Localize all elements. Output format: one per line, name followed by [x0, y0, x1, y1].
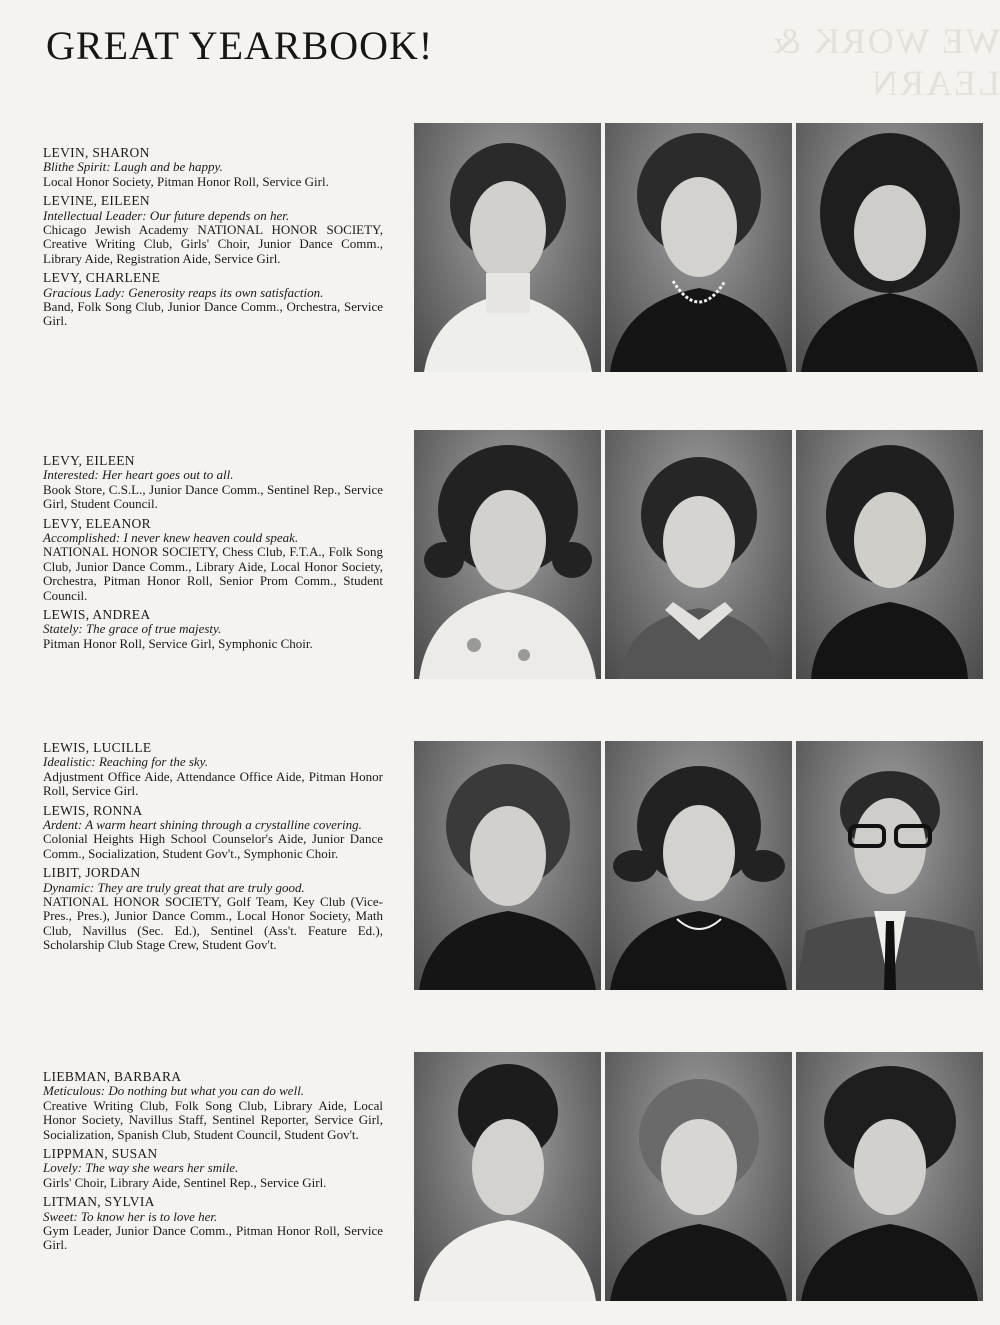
- student-motto: Stately: The grace of true majesty.: [43, 621, 222, 637]
- student-activities: Pitman Honor Roll, Service Girl, Symphonic Choir.: [43, 635, 313, 651]
- bio-column: [43, 454, 383, 656]
- portrait-photo: [605, 123, 792, 372]
- student-activities: Chicago Jewish Academy NATIONAL HONOR SOCIETY, Creative Writing Club, Girls' Choir, Junior Dance Comm., Library Aide, Registration Aide, Service Girl.: [43, 222, 383, 266]
- student-name: LEVINE, EILEEN: [43, 193, 150, 209]
- student-name: LIEBMAN, BARBARA: [43, 1069, 182, 1084]
- student-name: LEWIS, LUCILLE: [43, 740, 152, 755]
- student-activities: Creative Writing Club, Folk Song Club, Library Aide, Local Honor Society, Navillus Staff, Sentinel Reporter, Service Girl, Socialization, Spanish Club, Student Council, Student Gov't.: [43, 1097, 383, 1142]
- student-motto: Dynamic: They are truly great that are truly good.: [43, 879, 305, 895]
- portrait-photo: [605, 1052, 792, 1301]
- portrait-photo: [796, 123, 983, 372]
- student-bio: [43, 1070, 383, 1142]
- student-motto: Interested: Her heart goes out to all.: [43, 467, 234, 483]
- portrait-photo: [414, 430, 601, 679]
- student-bio: [43, 866, 383, 952]
- student-activities: Band, Folk Song Club, Junior Dance Comm., Orchestra, Service Girl.: [43, 299, 383, 329]
- student-name: LEVIN, SHARON: [43, 145, 150, 160]
- portrait-photo: [796, 1052, 983, 1301]
- bio-column: [43, 741, 383, 958]
- portrait-photo: [605, 741, 792, 990]
- bio-column: [43, 146, 383, 334]
- student-bio: [43, 517, 383, 603]
- bio-column: [43, 1070, 383, 1258]
- student-name: LIBIT, JORDAN: [43, 865, 141, 881]
- student-motto: Blithe Spirit: Laugh and be happy.: [43, 159, 223, 175]
- student-bio: [43, 1147, 383, 1190]
- student-bio: [43, 608, 383, 651]
- student-bio: [43, 271, 383, 329]
- student-name: LEWIS, RONNA: [43, 802, 143, 818]
- photo-row: [414, 741, 983, 990]
- student-bio: [43, 454, 383, 512]
- student-activities: Girls' Choir, Library Aide, Sentinel Rep., Service Girl.: [43, 1174, 327, 1190]
- student-motto: Intellectual Leader: Our future depends on her.: [43, 207, 290, 223]
- student-name: LEVY, CHARLENE: [43, 270, 161, 286]
- student-bio: [43, 194, 383, 266]
- page-title: GREAT YEARBOOK!: [46, 23, 434, 68]
- student-activities: Gym Leader, Junior Dance Comm., Pitman Honor Roll, Service Girl.: [43, 1223, 383, 1253]
- student-name: LEVY, ELEANOR: [43, 515, 151, 531]
- student-name: LITMAN, SYLVIA: [43, 1194, 155, 1210]
- student-motto: Lovely: The way she wears her smile.: [43, 1160, 239, 1176]
- student-motto: Sweet: To know her is to love her.: [43, 1208, 218, 1224]
- student-bio: [43, 1195, 383, 1253]
- student-name: LEVY, EILEEN: [43, 453, 135, 468]
- student-activities: Colonial Heights High School Counselor's Aide, Junior Dance Comm., Socialization, Student Gov't., Symphonic Choir.: [43, 831, 383, 861]
- portrait-photo: [414, 741, 601, 990]
- student-motto: Accomplished: I never knew heaven could speak.: [43, 530, 299, 546]
- student-activities: NATIONAL HONOR SOCIETY, Golf Team, Key Club (Vice-Pres., Pres.), Junior Dance Comm., Local Honor Society, Math Club, Navillus (Sec. Ed.), Sentinel (Ass't. Feature Ed.), Scholarship Club Stage Crew, Student Gov't.: [43, 894, 383, 953]
- portrait-photo: [796, 430, 983, 679]
- student-motto: Ardent: A warm heart shining through a crystalline covering.: [43, 817, 362, 833]
- show-through-title: WE WORK & LEARN: [770, 21, 1000, 103]
- student-activities: Book Store, C.S.L., Junior Dance Comm., Sentinel Rep., Service Girl, Student Council.: [43, 481, 383, 512]
- student-motto: Meticulous: Do nothing but what you can do well.: [43, 1083, 305, 1099]
- student-bio: [43, 146, 383, 189]
- student-bio: [43, 741, 383, 799]
- portrait-photo: [605, 430, 792, 679]
- portrait-photo: [414, 123, 601, 372]
- photo-row: [414, 123, 983, 372]
- student-motto: Gracious Lady: Generosity reaps its own satisfaction.: [43, 284, 324, 300]
- photo-row: [414, 1052, 983, 1301]
- student-name: LIPPMAN, SUSAN: [43, 1146, 158, 1162]
- student-motto: Idealistic: Reaching for the sky.: [43, 754, 208, 770]
- portrait-photo: [796, 741, 983, 990]
- photo-row: [414, 430, 983, 679]
- student-name: LEWIS, ANDREA: [43, 607, 151, 623]
- portrait-photo: [414, 1052, 601, 1301]
- student-bio: [43, 804, 383, 862]
- student-activities: NATIONAL HONOR SOCIETY, Chess Club, F.T.A., Folk Song Club, Junior Dance Comm., Library Aide, Local Honor Society, Orchestra, Pitman Honor Roll, Senior Prom Comm., Student Council.: [43, 544, 383, 603]
- student-activities: Local Honor Society, Pitman Honor Roll, Service Girl.: [43, 173, 329, 189]
- student-activities: Adjustment Office Aide, Attendance Office Aide, Pitman Honor Roll, Service Girl.: [43, 768, 383, 799]
